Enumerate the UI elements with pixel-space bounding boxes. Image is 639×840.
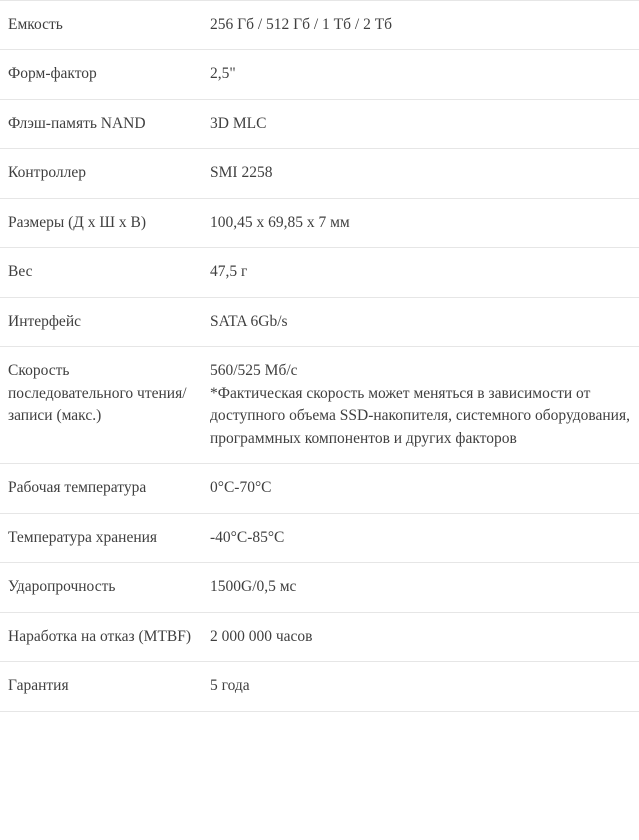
table-row bbox=[0, 149, 639, 198]
spec-value bbox=[202, 297, 639, 346]
spec-value bbox=[202, 248, 639, 297]
spec-label: Интерфейс bbox=[8, 312, 81, 330]
spec-label: Рабочая температура bbox=[8, 479, 147, 497]
spec-value-note: *Фактическая скорость может меняться в зависимости от доступного объема SSD-накопителя, системного оборудования, программных компонентов и других факторов bbox=[210, 384, 630, 447]
spec-value-main: SMI 2258 bbox=[210, 164, 273, 182]
spec-value bbox=[202, 464, 639, 513]
spec-value-main: 256 Гб / 512 Гб / 1 Тб / 2 Тб bbox=[210, 16, 393, 33]
table-row bbox=[0, 198, 639, 247]
table-row bbox=[0, 513, 639, 562]
spec-value bbox=[202, 662, 639, 711]
spec-value-main: 560/525 Мб/с bbox=[210, 362, 298, 380]
spec-label: Флэш-память NAND bbox=[8, 114, 146, 132]
table-row bbox=[0, 563, 639, 612]
spec-value-main: 2,5" bbox=[210, 65, 236, 83]
table-row bbox=[0, 99, 639, 148]
spec-value-main: 100,45 x 69,85 x 7 мм bbox=[210, 213, 350, 231]
spec-label: Контроллер bbox=[8, 164, 86, 182]
spec-value bbox=[202, 563, 639, 612]
table-row bbox=[0, 347, 639, 464]
spec-label: Гарантия bbox=[8, 677, 69, 695]
spec-value-main: 47,5 г bbox=[210, 263, 248, 281]
spec-value bbox=[202, 347, 639, 464]
spec-value-main: 0°C-70°C bbox=[210, 479, 272, 497]
spec-value-main: 1500G/0,5 мс bbox=[210, 578, 297, 596]
spec-value bbox=[202, 99, 639, 148]
spec-value-main: -40°C-85°C bbox=[210, 528, 285, 546]
table-row bbox=[0, 464, 639, 513]
spec-value bbox=[202, 1, 639, 50]
spec-label: Наработка на отказ (MTBF) bbox=[8, 627, 192, 645]
spec-label: Ударопрочность bbox=[8, 578, 116, 596]
spec-label: Вес bbox=[8, 263, 33, 281]
specifications-table-body bbox=[0, 1, 639, 712]
table-row bbox=[0, 297, 639, 346]
spec-label: Температура хранения bbox=[8, 528, 158, 546]
spec-label: Размеры (Д х Ш х В) bbox=[8, 213, 147, 231]
spec-value bbox=[202, 149, 639, 198]
spec-value-main: 2 000 000 часов bbox=[210, 627, 313, 645]
table-row bbox=[0, 248, 639, 297]
spec-value-main: 3D MLC bbox=[210, 114, 267, 132]
spec-value-main: 5 года bbox=[210, 677, 250, 695]
table-row bbox=[0, 612, 639, 661]
table-row bbox=[0, 50, 639, 99]
spec-label: Скорость последовательного чтения/записи (макс.) bbox=[8, 362, 187, 425]
spec-label: Форм-фактор bbox=[8, 65, 97, 83]
spec-value-main: SATA 6Gb/s bbox=[210, 312, 288, 330]
spec-value bbox=[202, 612, 639, 661]
spec-label: Емкость bbox=[8, 16, 63, 33]
spec-value bbox=[202, 50, 639, 99]
spec-value bbox=[202, 513, 639, 562]
table-row bbox=[0, 662, 639, 711]
spec-value bbox=[202, 198, 639, 247]
table-row bbox=[0, 1, 639, 50]
